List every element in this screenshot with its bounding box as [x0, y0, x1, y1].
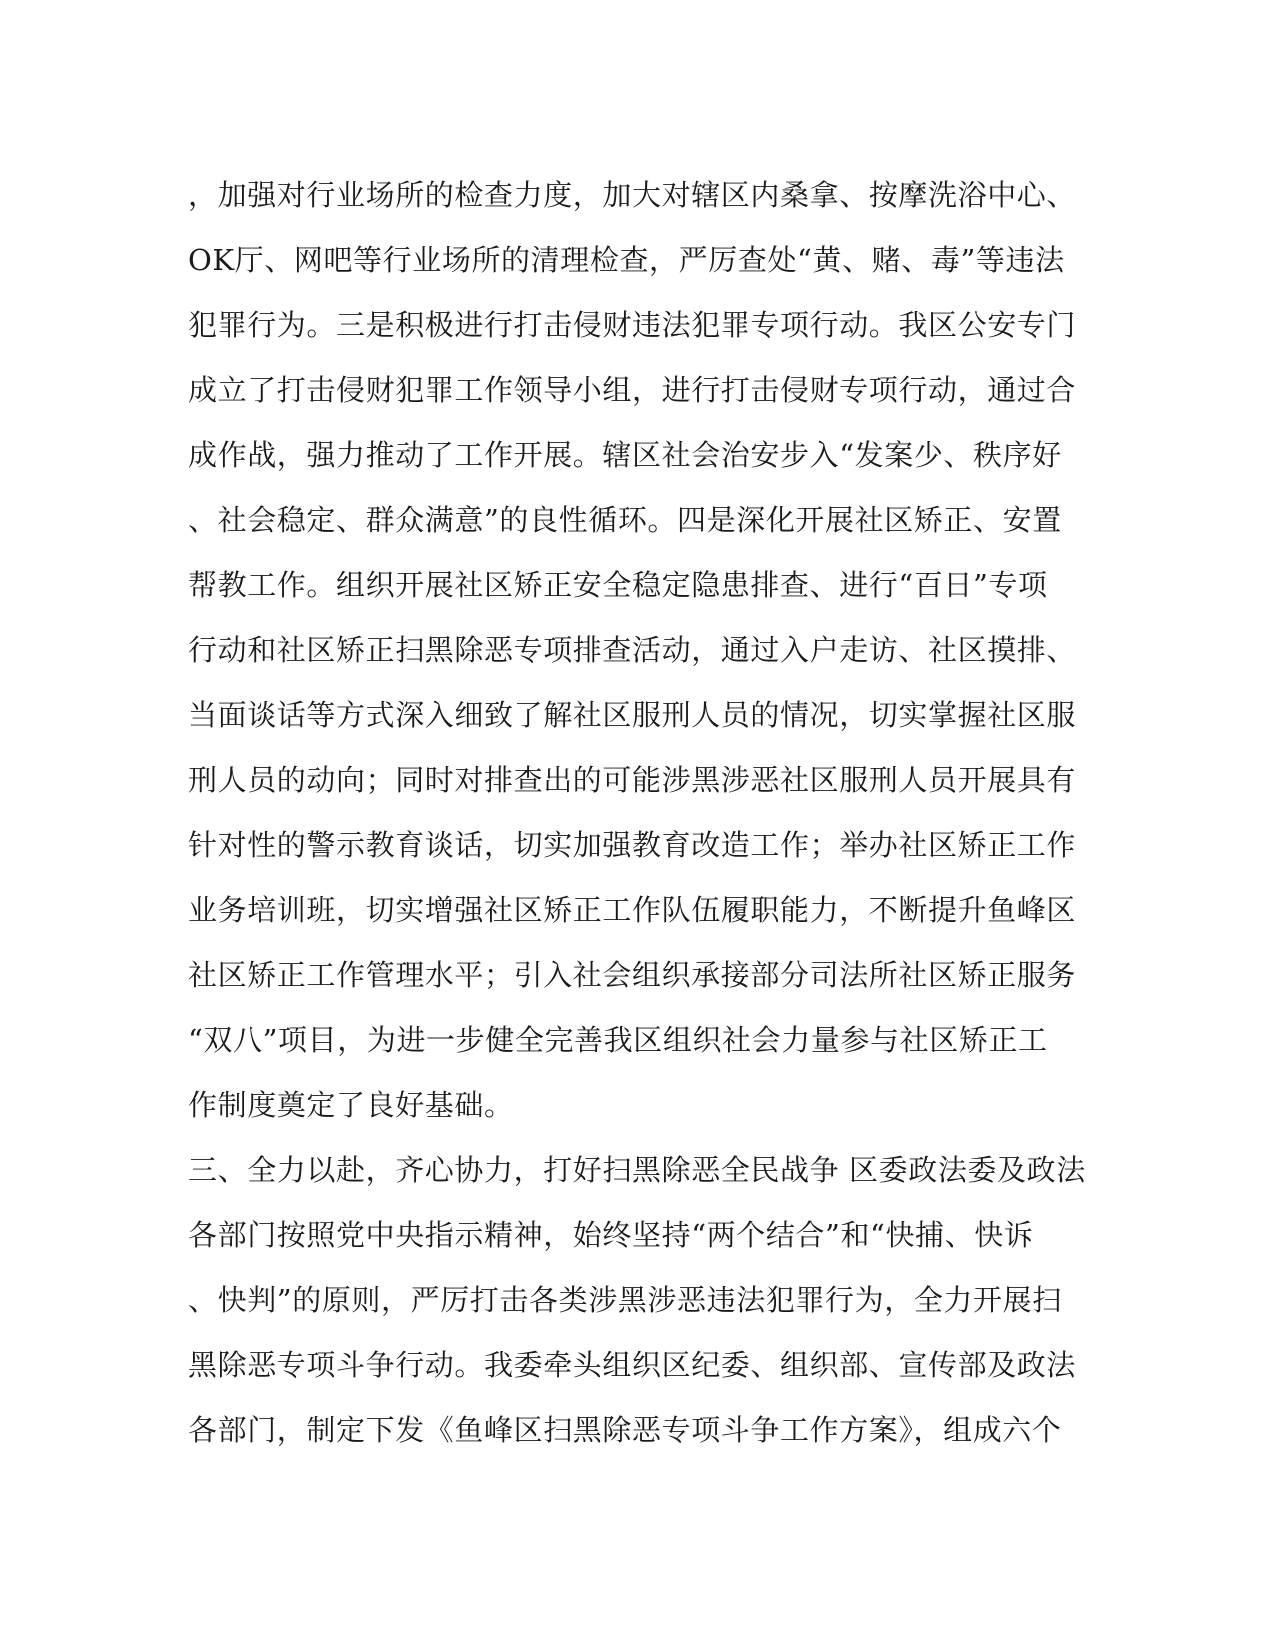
text-line: 帮教工作。组织开展社区矫正安全稳定隐患排查、进行“百日”专项	[188, 568, 1048, 602]
text-line: 当面谈话等方式深入细致了解社区服刑人员的情况，切实掌握社区服	[188, 698, 1077, 732]
text-line: 作制度奠定了良好基础。	[188, 1088, 514, 1122]
text-line: 针对性的警示教育谈话，切实加强教育改造工作；举办社区矫正工作	[188, 828, 1077, 862]
text-line: 行动和社区矫正扫黑除恶专项排查活动，通过入户走访、社区摸排、	[188, 633, 1077, 667]
text-line: 各部门，制定下发《鱼峰区扫黑除恶专项斗争工作方案》，组成六个	[188, 1413, 1062, 1447]
text-line: 业务培训班，切实增强社区矫正工作队伍履职能力，不断提升鱼峰区	[188, 893, 1077, 927]
text-line: 黑除恶专项斗争行动。我委牵头组织区纪委、组织部、宣传部及政法	[188, 1348, 1077, 1382]
text-line: 社区矫正工作管理水平；引入社会组织承接部分司法所社区矫正服务	[188, 958, 1077, 992]
text-line: “双八”项目，为进一步健全完善我区组织社会力量参与社区矫正工	[188, 1023, 1048, 1057]
text-line: 成作战，强力推动了工作开展。辖区社会治安步入“发案少、秩序好	[188, 438, 1062, 472]
section-heading-line: 三、全力以赴，齐心协力，打好扫黑除恶全民战争 区委政法委及政法	[188, 1153, 1086, 1187]
body-text	[188, 163, 1086, 1463]
text-line: 、快判”的原则，严厉打击各类涉黑涉恶违法犯罪行为，全力开展扫	[188, 1283, 1062, 1317]
text-line: 各部门按照党中央指示精神，始终坚持“两个结合”和“快捕、快诉	[188, 1218, 1034, 1252]
text-line: OK厅、网吧等行业场所的清理检查，严厉查处“黄、赌、毒”等违法	[188, 243, 1065, 277]
text-line: 刑人员的动向；同时对排查出的可能涉黑涉恶社区服刑人员开展具有	[188, 763, 1077, 797]
text-line: ，加强对行业场所的检查力度，加大对辖区内桑拿、按摩洗浴中心、	[188, 178, 1077, 212]
text-line: 犯罪行为。三是积极进行打击侵财违法犯罪专项行动。我区公安专门	[188, 308, 1077, 342]
text-line: 成立了打击侵财犯罪工作领导小组，进行打击侵财专项行动，通过合	[188, 373, 1077, 407]
text-line: 、社会稳定、群众满意”的良性循环。四是深化开展社区矫正、安置	[188, 503, 1062, 537]
